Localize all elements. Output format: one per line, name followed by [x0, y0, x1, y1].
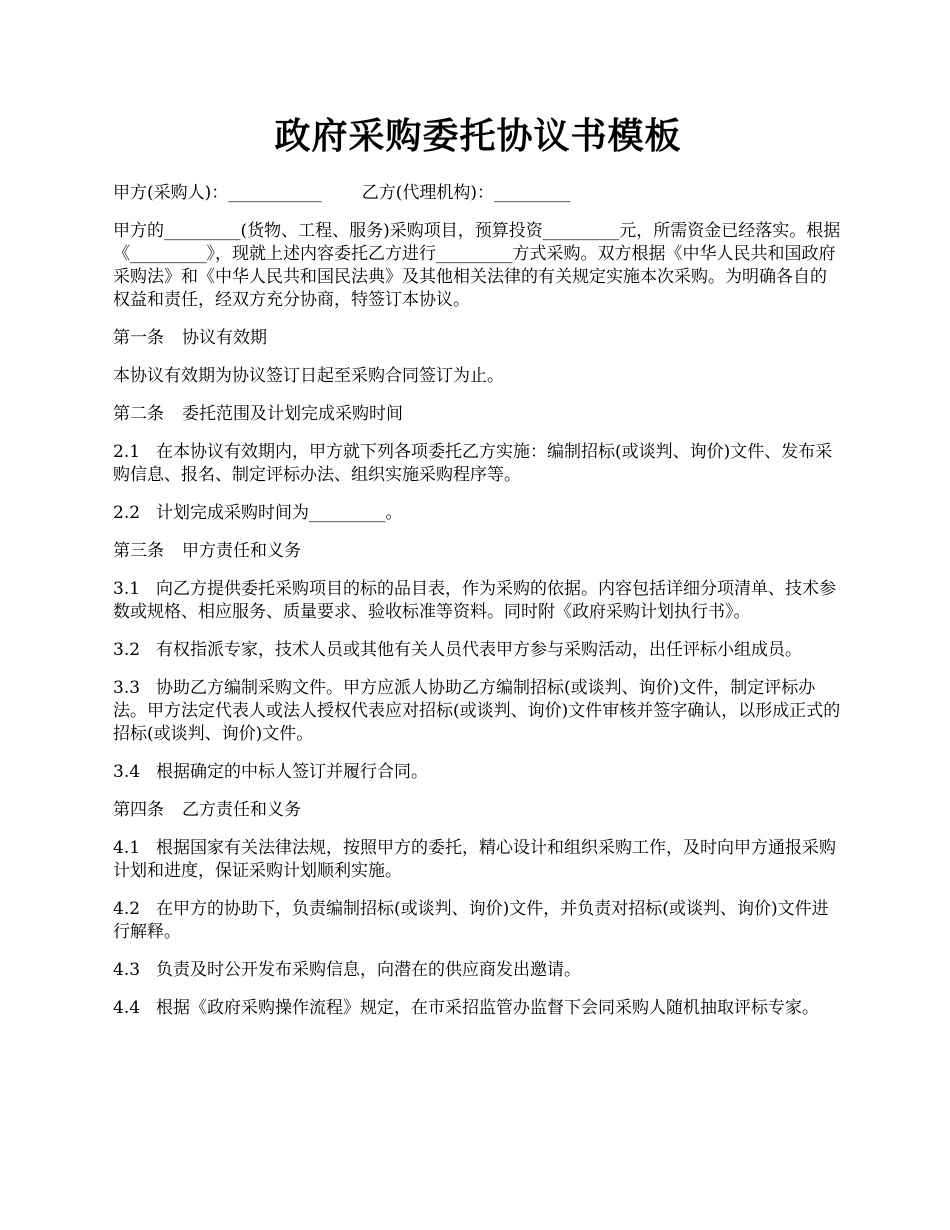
article-title: 甲方责任和义务: [182, 541, 301, 561]
document-page: [113, 112, 843, 1035]
clause-4-1: [113, 837, 843, 883]
clause-number: 4.1: [113, 838, 141, 858]
clause-2-2: [113, 502, 843, 525]
clause-3-4: [113, 761, 843, 784]
clause-number: 3.3: [113, 678, 141, 698]
intro-paragraph: 甲方的_________(货物、工程、服务)采购项目，预算投资_________元，所需资金已经落实。根据《_________》，现就上述内容委托乙方进行_________方式采购。双方根据《中华人民共和国政府采购法》和《中华人民共和国民法典》及其他相关法律的有关规定实施本次采购。为明确各自的权益和责任，经双方充分协商，特签订本协议。: [113, 221, 841, 310]
clause-text: 计划完成采购时间为_________。: [156, 503, 403, 523]
clause-text: 有权指派专家，技术人员或其他有关人员代表甲方参与采购活动，出任评标小组成员。: [156, 640, 803, 660]
article-label: 第四条: [113, 800, 164, 820]
clause-number: 4.3: [113, 960, 141, 980]
article-label: 第三条: [113, 541, 164, 561]
clause-number: 3.4: [113, 762, 141, 782]
clause-4-2: [113, 898, 843, 944]
clause-text: 根据《政府采购操作流程》规定，在市采招监管办监督下会同采购人随机抽取评标专家。: [156, 998, 820, 1018]
article-title: 协议有效期: [182, 328, 267, 348]
clause-3-2: [113, 639, 843, 662]
article-label: 第二条: [113, 404, 164, 424]
clause-number: 4.2: [113, 899, 141, 919]
clause-text: 向乙方提供委托采购项目的标的品目表，作为采购的依据。内容包括详细分项清单、技术参数或规格、相应服务、质量要求、验收标准等资料。同时附《政府采购计划执行书》。: [113, 579, 837, 622]
clause-text: 根据确定的中标人签订并履行合同。: [156, 762, 429, 782]
parties-line: [113, 182, 843, 205]
party-a-field: 甲方(采购人)：___________: [113, 183, 322, 203]
clause-4-3: [113, 959, 843, 982]
clause-text: 负责及时公开发布采购信息，向潜在的供应商发出邀请。: [156, 960, 582, 980]
clause-number: 3.1: [113, 579, 141, 599]
article-title: 委托范围及计划完成采购时间: [182, 404, 403, 424]
clause-number: 4.4: [113, 998, 141, 1018]
clause-text: 在甲方的协助下，负责编制招标(或谈判、询价)文件，并负责对招标(或谈判、询价)文件进行解释。: [113, 899, 829, 942]
clause-text: 根据国家有关法律法规，按照甲方的委托，精心设计和组织采购工作，及时向甲方通报采购计划和进度，保证采购计划顺利实施。: [113, 838, 837, 881]
clause-number: 3.2: [113, 640, 141, 660]
article-2-heading: [113, 403, 843, 426]
clause-text: 协助乙方编制采购文件。甲方应派人协助乙方编制招标(或谈判、询价)文件，制定评标办法。甲方法定代表人或法人授权代表应对招标(或谈判、询价)文件审核并签字确认，以形成正式的招标(或谈判、询价)文件。: [113, 678, 841, 744]
document-title: 政府采购委托协议书模板: [274, 115, 682, 157]
clause-2-1: [113, 441, 843, 487]
clause-number: 2.2: [113, 503, 141, 523]
clause-text: 在本协议有效期内，甲方就下列各项委托乙方实施：编制招标(或谈判、询价)文件、发布采购信息、报名、制定评标办法、组织实施采购程序等。: [113, 442, 833, 485]
article-1-heading: [113, 327, 843, 350]
article-label: 第一条: [113, 328, 164, 348]
clause-3-1: [113, 578, 843, 624]
article-1-text: 本协议有效期为协议签订日起至采购合同签订为止。: [113, 366, 504, 386]
article-title: 乙方责任和义务: [182, 800, 301, 820]
article-4-heading: [113, 799, 843, 822]
article-3-heading: [113, 540, 843, 563]
clause-number: 2.1: [113, 442, 141, 462]
clause-4-4: [113, 997, 843, 1020]
party-b-field: 乙方(代理机构)：_________: [361, 183, 571, 203]
clause-3-3: [113, 677, 843, 746]
